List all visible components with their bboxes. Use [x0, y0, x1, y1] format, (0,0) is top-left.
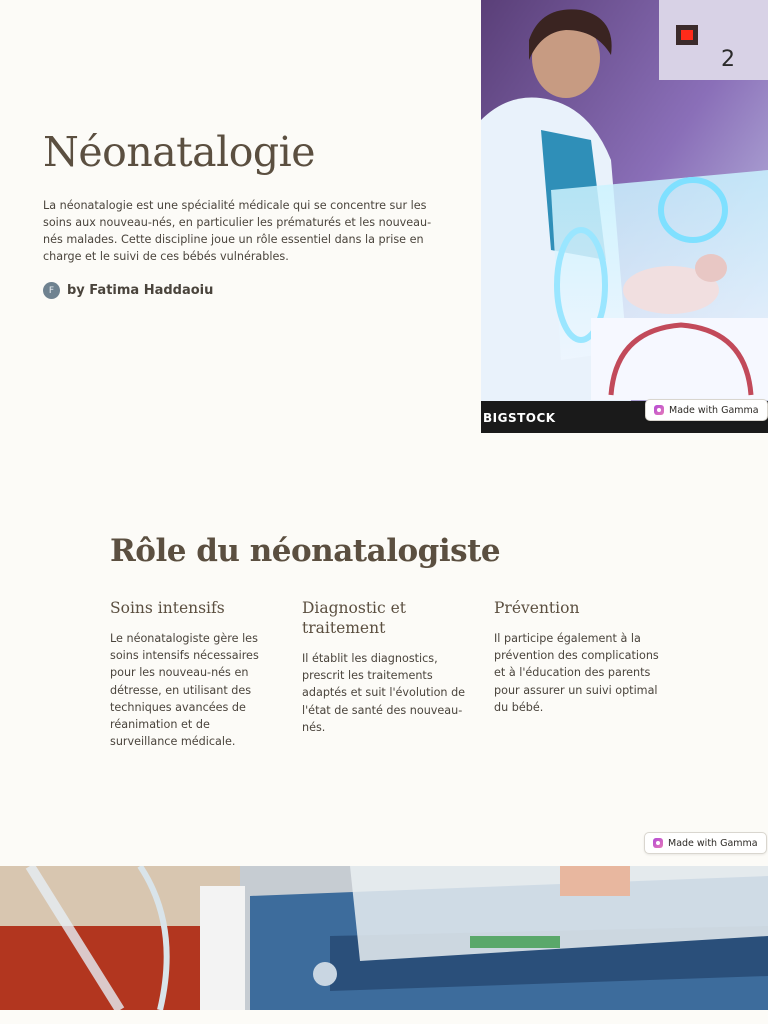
nurse-incubator-illustration	[481, 0, 768, 433]
column-text: Il établit les diagnostics, prescrit les traitements adaptés et suit l'évolution de l'état de santé des nouveau-nés.	[302, 652, 466, 734]
column-heading: Prévention	[494, 599, 580, 617]
column-prevention	[494, 598, 664, 716]
column-text: Il participe également à la prévention des complications et à l'éducation des parents pour assurer un suivi optimal du bébé.	[494, 632, 659, 714]
column-heading: Diagnostic et traitement	[302, 599, 407, 637]
column-soins-intensifs	[110, 598, 280, 750]
svg-text:2: 2	[721, 47, 735, 72]
author-byline	[43, 282, 213, 299]
badge-label: Made with Gamma	[669, 404, 759, 416]
made-with-gamma-badge[interactable]	[644, 832, 767, 854]
incubator-equipment-photo	[0, 866, 768, 1010]
column-text: Le néonatalogiste gère les soins intensifs nécessaires pour les nouveau-nés en détresse, en utilisant des techniques avancées de réanimation et de surveillance médicale.	[110, 632, 259, 749]
gamma-logo-icon	[653, 838, 663, 848]
column-heading: Soins intensifs	[110, 599, 225, 617]
incubator-equipment-illustration	[0, 866, 768, 1010]
column-diagnostic	[302, 598, 472, 736]
made-with-gamma-badge[interactable]	[645, 399, 768, 421]
incubator-photo	[481, 0, 768, 433]
intro-paragraph: La néonatalogie est une spécialité médicale qui se concentre sur les soins aux nouveau-nés, en particulier les prématurés et les nouveau-nés malades. Cette discipline joue un rôle essentiel dans la prise en charge et le suivi de ces bébés vulnérables.	[43, 199, 432, 263]
title-slide	[0, 0, 768, 433]
avatar: F	[43, 282, 60, 299]
badge-label: Made with Gamma	[668, 837, 758, 849]
page-title: Néonatalogie	[43, 128, 316, 176]
gamma-logo-icon	[654, 405, 664, 415]
watermark-text: BIGSTOCK	[483, 411, 556, 425]
author-name: by Fatima Haddaoiu	[67, 283, 214, 298]
section-title: Rôle du néonatalogiste	[110, 533, 501, 569]
